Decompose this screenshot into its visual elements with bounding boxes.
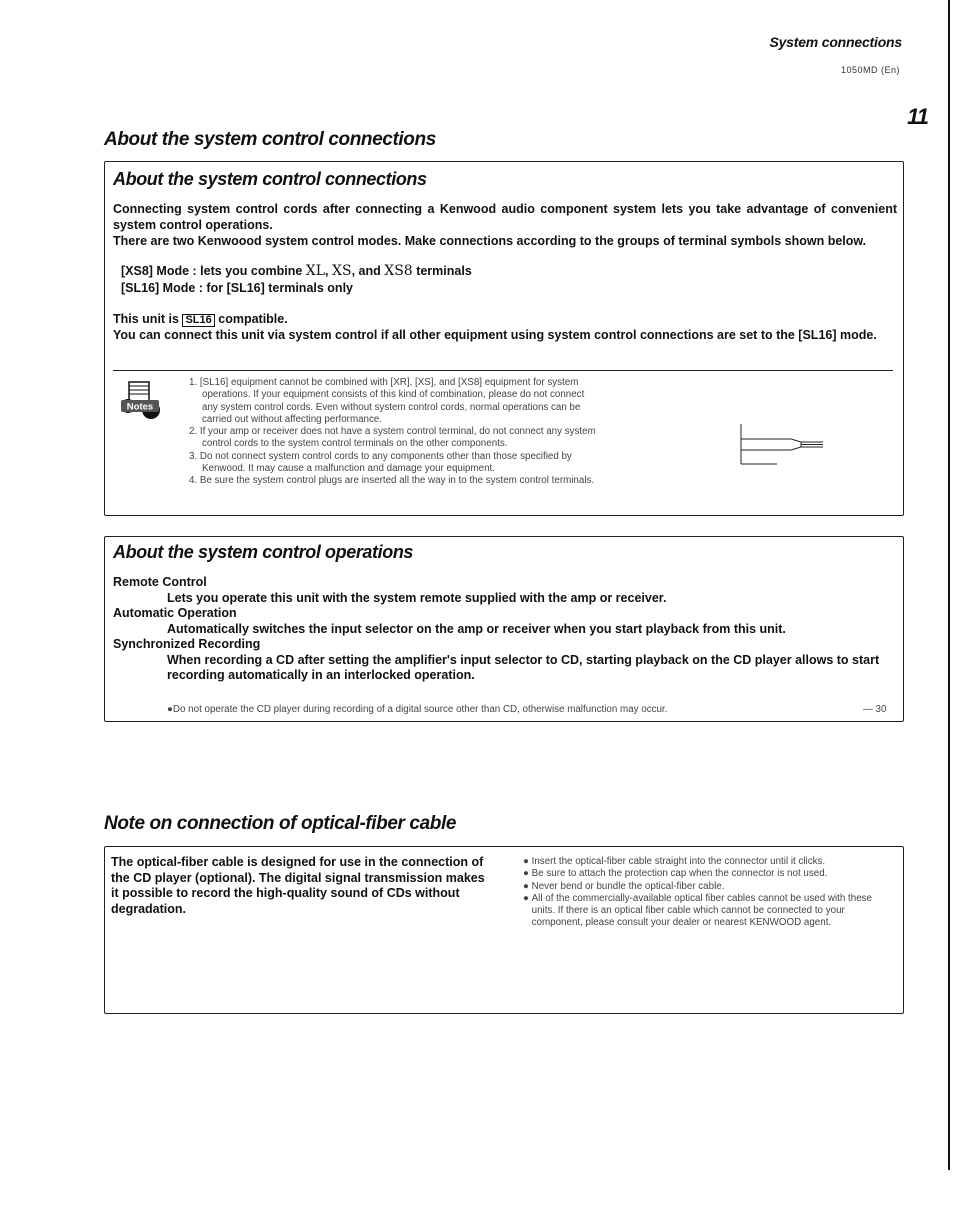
term-automatic-operation: Automatic Operation bbox=[113, 606, 237, 620]
xs-symbol: XS bbox=[332, 263, 352, 279]
intro-paragraph: Connecting system control cords after connecting a Kenwood audio component system lets you take advantage of convenient system control operations. bbox=[113, 202, 897, 232]
optical-fiber-box bbox=[104, 846, 904, 1014]
notes-icon-label: Notes bbox=[126, 401, 154, 413]
and-text: , and bbox=[351, 264, 381, 278]
note-line: Kenwood. It may cause a malfunction and damage your equipment. bbox=[202, 463, 495, 475]
desc-automatic-operation: Automatically switches the input selector on the amp or receiver when you start playback from this unit. bbox=[167, 621, 786, 636]
notes-list bbox=[189, 377, 749, 488]
model-code: 1050MD (En) bbox=[840, 65, 900, 75]
mode-sl16-line bbox=[121, 281, 353, 297]
system-control-operations-box bbox=[104, 536, 904, 722]
note-line: 2. If your amp or receiver does not have a system control terminal, do not connect any system bbox=[189, 426, 596, 438]
bullet-icon: ● bbox=[167, 704, 173, 715]
optical-bullet: ● Never bend or bundle the optical-fiber cable. bbox=[523, 880, 725, 892]
bullet-icon: ● bbox=[523, 892, 532, 904]
mode-sl16-label: [SL16] Mode bbox=[121, 281, 196, 295]
section-heading-system-control-connections: About the system control connections bbox=[104, 129, 436, 150]
xs8-symbol: XS8 bbox=[384, 263, 413, 279]
desc-remote-control: Lets you operate this unit with the system remote supplied with the amp or receiver. bbox=[167, 590, 667, 605]
term-synchronized-recording: Synchronized Recording bbox=[113, 637, 261, 651]
operations-list bbox=[113, 575, 893, 684]
optical-bullets bbox=[523, 856, 897, 930]
mode-xs8-line bbox=[121, 264, 472, 280]
bullet-icon: ● bbox=[523, 856, 532, 867]
compat-line bbox=[113, 312, 288, 328]
box-title: About the system control operations bbox=[113, 542, 414, 562]
optical-bullet: ● Be sure to attach the protection cap when the connector is not used. bbox=[523, 868, 828, 880]
page-edge-rule bbox=[948, 0, 950, 1170]
modes-paragraph: There are two Kenwoood system control modes. Make connections according to the groups of terminal symbols shown below. bbox=[113, 234, 867, 248]
term-remote-control: Remote Control bbox=[113, 575, 207, 589]
sl16-mode-paragraph: You can connect this unit via system control if all other equipment using system control connections are set to the [SL16] mode. bbox=[113, 328, 877, 342]
mode-xs8-label: [XS8] Mode bbox=[121, 264, 190, 278]
compat-prefix: This unit is bbox=[113, 312, 179, 326]
mode-sl16-text: : for [SL16] terminals only bbox=[198, 281, 353, 295]
bullet-icon: ● bbox=[523, 868, 532, 880]
page-reference: — 30 bbox=[863, 704, 887, 715]
compat-suffix: compatible. bbox=[218, 312, 288, 326]
notes-divider bbox=[113, 370, 893, 371]
note-line: 1. [SL16] equipment cannot be combined with [XR], [XS], and [XS8] equipment for system bbox=[189, 377, 579, 388]
optical-intro: The optical-fiber cable is designed for use in the connection of the CD player (optional). The digital signal transmission makes it possible to record the high-quality sound of CDs without degradation. bbox=[111, 855, 485, 916]
running-title: System connections bbox=[769, 34, 902, 50]
xl-symbol: XL bbox=[305, 263, 326, 279]
optical-bullet: ● Insert the optical-fiber cable straight into the connector until it clicks. bbox=[523, 856, 826, 867]
terminals-text: terminals bbox=[416, 264, 472, 278]
sl16-symbol: SL16 bbox=[182, 314, 214, 327]
page-number: 11 bbox=[907, 104, 928, 129]
operations-note-text: Do not operate the CD player during recording of a digital source other than CD, otherwise malfunction may occur. bbox=[172, 704, 668, 715]
note-line: control cords to the system control terminals on the other components. bbox=[202, 438, 508, 450]
system-control-connections-box bbox=[104, 161, 904, 516]
terminal-plug-illustration bbox=[737, 422, 827, 466]
desc-synchronized-recording: When recording a CD after setting the amplifier's input selector to CD, starting playback on the CD player allows to start recording automatically in an interlocked operation. bbox=[167, 652, 880, 682]
comma: , bbox=[325, 264, 329, 278]
note-line: 3. Do not connect system control cords to any components other than those specified by bbox=[189, 450, 572, 462]
section-heading-optical-fiber: Note on connection of optical-fiber cable bbox=[104, 813, 457, 834]
optical-bullet: ● All of the commercially-available optical fiber cables cannot be used with these units. If there is an optical fiber cable which cannot be connected to your component, please consult your dealer or nearest KENWOOD agent. bbox=[523, 892, 872, 929]
operations-note bbox=[167, 704, 667, 716]
notes-icon bbox=[119, 380, 163, 424]
note-line: carried out without affecting performance. bbox=[202, 413, 383, 425]
note-line: any system control cords. Even without system control cords, normal operations can be bbox=[202, 401, 581, 413]
bullet-icon: ● bbox=[523, 880, 532, 892]
box-title: About the system control connections bbox=[113, 169, 427, 189]
note-line: operations. If your equipment consists of this kind of combination, please do not connect bbox=[202, 389, 585, 401]
mode-xs8-text: : lets you combine bbox=[192, 264, 303, 278]
note-line: 4. Be sure the system control plugs are inserted all the way in to the system control terminals. bbox=[189, 475, 595, 487]
